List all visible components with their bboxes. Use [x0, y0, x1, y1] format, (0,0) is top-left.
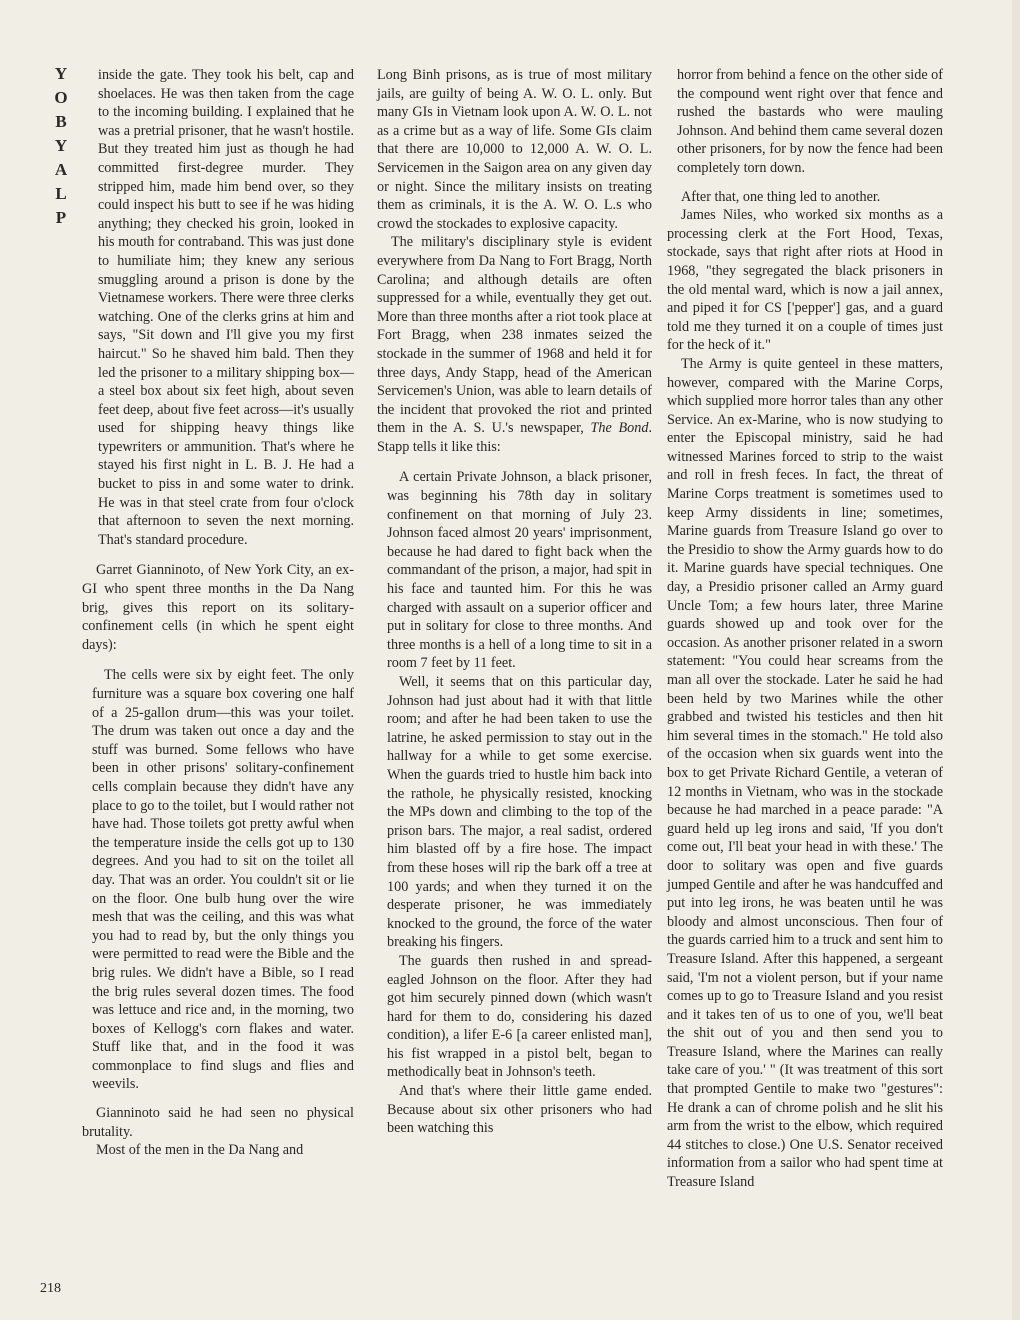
magazine-masthead: [50, 62, 72, 230]
masthead-letter: B: [55, 112, 67, 131]
column-1: [82, 66, 354, 1160]
page-number: 218: [40, 1281, 61, 1296]
paragraph: Gianninoto said he had seen no physical brutality.: [82, 1105, 354, 1140]
quote-paragraph: The cells were six by eight feet. The only furniture was a square box covering one half of a 25-gallon drum—this was your toilet. The drum was taken out once a day and the stuff was burned. Some fellows who have been in other prisons' solitary-confinement cells complain because they didn't have any place to go to the toilet, but I would rather not have had. Those toilets got pretty awful when the temperature inside the cells got up to 130 degrees. And you had to sit on the toilet all day. That was an order. You couldn't sit or lie on the floor. One bulb hung over the wire mesh that was the ceiling, and this was what you had to read by, but the only things you were permitted to read were the Bible and the brig rules. We didn't have a Bible, so I read the brig rules several dozen times. The food was lettuce and rice and, in the morning, two boxes of Kellogg's corn flakes and water. Stuff like that, and in the food it was commonplace to find slugs and flies and weevils.: [92, 667, 354, 1093]
masthead-letter: Y: [54, 136, 68, 155]
paragraph-text: . Stapp tells it like this:: [377, 420, 652, 455]
masthead-letter: A: [54, 160, 68, 179]
paragraph: Garret Gianninoto, of New York City, an ex-GI who spent three months in the Da Nang brig, gives this report on its solitary-confinement cells (in which he spent eight days):: [82, 562, 354, 653]
quote-paragraph: Well, it seems that on this particular day, Johnson had just about had it with that little room; and after he had been taken to use the latrine, he asked permission to stay out in the hallway for a while to get some exercise. When the guards tried to hustle him back into the rathole, he physically resisted, knocking the MPs down and climbing to the top of the prison bars. The major, a real sadist, ordered him blasted off by a fire hose. The impact from these hoses will rip the bark off a tree at 100 yards; and when they turned it on the desperate prisoner, he was immediately knocked to the ground, the force of the water breaking his fingers.: [387, 674, 652, 951]
quote-paragraph: A certain Private Johnson, a black prisoner, was beginning his 78th day in solitary confinement on that morning of July 23. Johnson faced almost 20 years' imprisonment, because he had dared to fight back when the commandant of the prison, a major, had spit in his face and taunted him. For this he was charged with assault on a superior officer and put in solitary for close to three months. And three months is a hell of a long time to sit in a room 7 feet by 11 feet.: [387, 469, 652, 672]
masthead-letter: L: [55, 184, 67, 203]
paragraph: Most of the men in the Da Nang and: [96, 1142, 304, 1159]
column-2: [377, 66, 652, 1148]
quote-paragraph: The guards then rushed in and spread-eagled Johnson on the floor. After they had got him securely pinned down (which wasn't hard for them to do, considering his dazed condition), a lifer E-6 [a career enlisted man], his fist wrapped in a pistol belt, began to methodically beat in Johnson's teeth.: [387, 952, 652, 1081]
paragraph: James Niles, who worked six months as a processing clerk at the Fort Hood, Texas, stockade, says that right after riots at Hood in 1968, "they segregated the black prisoners in the old mental ward, which is now a jail annex, and piped it for CS ['pepper'] gas, and a guard told me they turned it on a couple of times just for the heck of it.": [667, 207, 943, 354]
block-quote: [377, 468, 652, 1137]
quote-paragraph: And that's where their little game ended. Because about six other prisoners who had been watching this: [387, 1083, 652, 1137]
quote-paragraph: horror from behind a fence on the other side of the compound went right over that fence and rushed the bastards who were mauling Johnson. And behind them came several dozen other prisoners, for by now the fence had been completely torn down.: [677, 67, 943, 176]
newspaper-title: The Bond: [590, 420, 649, 437]
masthead-letter: Y: [54, 64, 68, 83]
block-quote: [667, 66, 943, 178]
page-edge: [1012, 0, 1020, 1320]
masthead-letter: O: [54, 88, 68, 107]
masthead-letter: P: [55, 208, 67, 227]
paragraph: The Army is quite genteel in these matters, however, compared with the Marine Corps, which supplied more horror tales than any other Service. An ex-Marine, who is now studying to enter the Episcopal ministry, said he had witnessed Marines forced to strip to the waist and roll in fresh feces. In fact, the threat of Marine Corps treatment is sometimes used to keep Army dissidents in line; sometimes, Marine guards from Treasure Island go over to the Presidio to show the Army guards how to do it. Marine guards have special techniques. One day, a Presidio prisoner called an Army guard Uncle Tom; a few hours later, three Marine guards showed up and took over for the occasion. As another prisoner related in a sworn statement: "You could hear screams from the man all over the stockade. Later he said he had been held by two Marines while the other grabbed and twisted his testicles and then hit him several times in the stomach." He told also of the occasion when six guards went into the box to get Private Richard Gentile, a veteran of 12 months in Vietnam, who was in the stockade because he had marched in a peace parade: "A guard held up leg irons and said, 'If you don't come out, I'll beat your head in with these.' The door to solitary was open and five guards jumped Gentile and after he was handcuffed and put into leg irons, he was beaten until he was bloody and almost unconscious. Then four of the guards carried him to a truck and sent him to Treasure Island. After this happened, a sergeant said, 'I'm not a violent person, but if your name comes up to go to Treasure Island and you resist and it takes ten of us to one of you, we'll beat the shit out of you and then send you to Treasure Island, where the Marines can really take care of you.' " (It was treatment of this sort that prompted Gentile to make two "gestures": He drank a can of chrome polish and he slit his arm from the wrist to the elbow, which required 44 stitches to close.) One U.S. Senator received information from a sailor who had spent time at Treasure Island: [667, 355, 943, 1191]
block-quote: [82, 666, 354, 1094]
paragraph: [377, 233, 652, 456]
paragraph: inside the gate. They took his belt, cap and shoelaces. He was then taken from the cage to the incoming building. I explained that he was a pretrial prisoner, that he wasn't hostile. But they treated him just as though he had committed first-degree murder. They stripped him, made him bend over, so they could inspect his butt to see if he was hiding anything; they checked his groin, looked in his mouth for contraband. This was just done to humiliate him; they knew any serious smuggling around a prison is done by the Vietnamese workers. There were three clerks watching. One of the clerks grins at him and says, "Sit down and I'll give you my first haircut." So he shaved him bald. Then they led the prisoner to a military shipping box—a steel box about six feet high, about seven feet deep, about five feet across—it's usually used for shipping heavy things like typewriters or ammunition. That's where he stayed his first night in L. B. J. He had a bucket to piss in and some water to drink. He was in that steel crate from four o'clock that afternoon to seven the next morning. That's standard procedure.: [98, 67, 354, 548]
paragraph: After that, one thing led to another.: [681, 188, 881, 205]
paragraph: Long Binh prisons, as is true of most military jails, are guilty of being A. W. O. L. only. But many GIs in Vietnam look upon A. W. O. L. not as a crime but as a way of life. Some GIs claim that there are 10,000 to 12,000 A. W. O. L. Servicemen in the Saigon area on any given day or night. Since the military insists on treating them as criminals, it is the A. W. O. L.s who crowd the stockades to explosive capacity.: [377, 67, 652, 232]
column-3: [667, 66, 943, 1192]
paragraph-text: The military's disciplinary style is evident everywhere from Da Nang to Fort Bragg, North Carolina; and although details are often suppressed for a while, eventually they get out. More than three months after a riot took place at Fort Bragg, when 238 inmates seized the stockade in the summer of 1968 and held it for three days, Andy Stapp, head of the American Servicemen's Union, was able to learn details of the incident that provoked the riot and printed them in the A. S. U.'s newspaper,: [377, 234, 652, 437]
